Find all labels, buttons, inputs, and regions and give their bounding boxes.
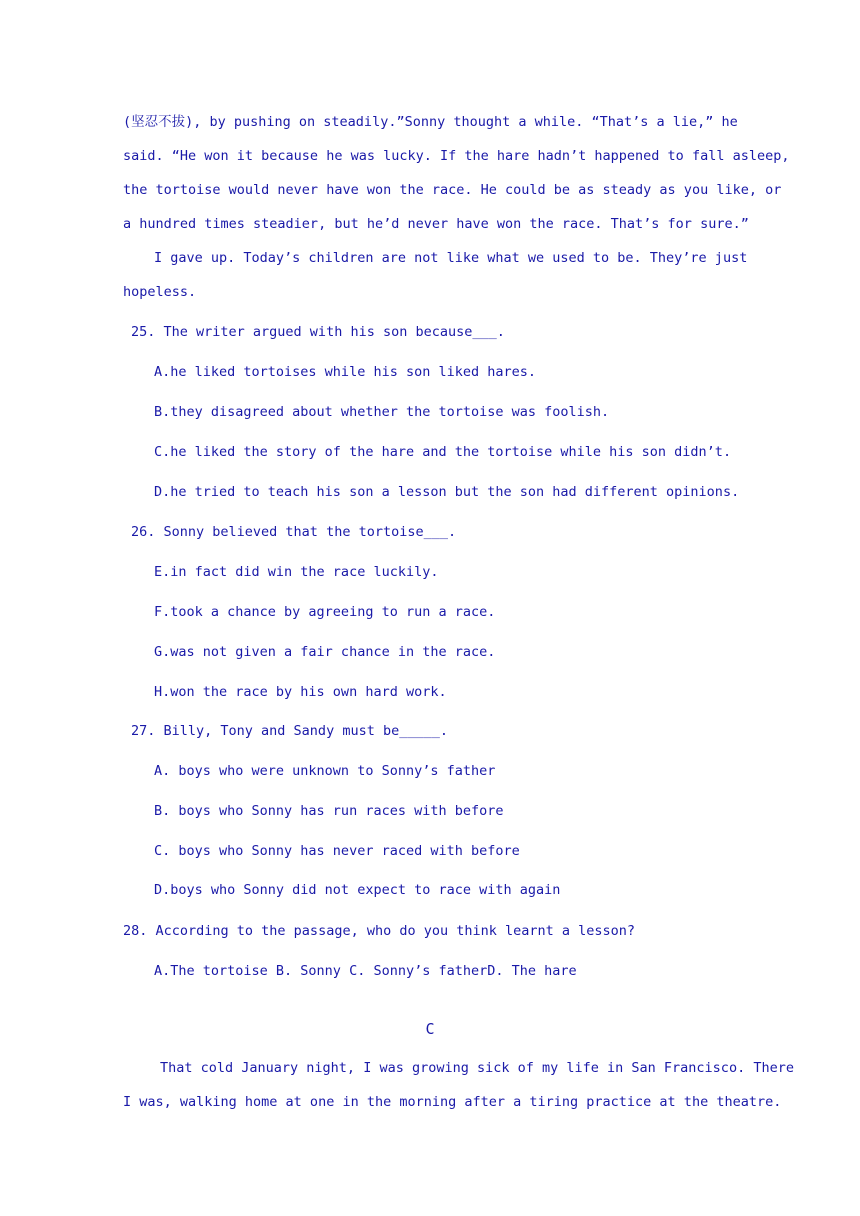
answer-option: F.took a chance by agreeing to run a race. — [154, 604, 496, 620]
question-stem: 27. Billy, Tony and Sandy must be_____. — [131, 723, 448, 739]
passage-line: That cold January night, I was growing sick of my life in San Francisco. There — [160, 1060, 794, 1076]
passage-line: (坚忍不拔), by pushing on steadily.”Sonny thought a while. “That’s a lie,” he — [123, 114, 738, 130]
passage-line: I gave up. Today’s children are not like what we used to be. They’re just — [154, 250, 748, 266]
answer-option: H.won the race by his own hard work. — [154, 684, 447, 700]
passage-line: a hundred times steadier, but he’d never have won the race. That’s for sure.” — [123, 216, 749, 232]
answer-option: B.they disagreed about whether the tortoise was foolish. — [154, 404, 610, 420]
answer-option: A. boys who were unknown to Sonny’s father — [154, 763, 496, 779]
question-stem: 26. Sonny believed that the tortoise___. — [131, 524, 457, 540]
passage-line: said. “He won it because he was lucky. If the hare hadn’t happened to fall asleep, — [123, 148, 790, 164]
passage-line: hopeless. — [123, 284, 197, 300]
answer-option: C. boys who Sonny has never raced with before — [154, 843, 520, 859]
answer-option: G.was not given a fair chance in the race. — [154, 644, 496, 660]
passage-line: I was, walking home at one in the morning after a tiring practice at the theatre. — [123, 1094, 782, 1110]
answer-option: A.he liked tortoises while his son liked hares. — [154, 364, 537, 380]
answer-option: B. boys who Sonny has run races with before — [154, 803, 504, 819]
answer-option: C.he liked the story of the hare and the tortoise while his son didn’t. — [154, 444, 732, 460]
answer-option: E.in fact did win the race luckily. — [154, 564, 439, 580]
answer-option: D.he tried to teach his son a lesson but the son had different opinions. — [154, 484, 740, 500]
question-stem: 28. According to the passage, who do you think learnt a lesson? — [123, 923, 636, 939]
question-stem: 25. The writer argued with his son because___. — [131, 324, 505, 340]
answer-option: A.The tortoise B. Sonny C. Sonny’s fatherD. The hare — [154, 963, 577, 979]
answer-option: D.boys who Sonny did not expect to race with again — [154, 882, 561, 898]
section-title: C — [425, 1020, 435, 1038]
passage-line: the tortoise would never have won the race. He could be as steady as you like, or — [123, 182, 782, 198]
